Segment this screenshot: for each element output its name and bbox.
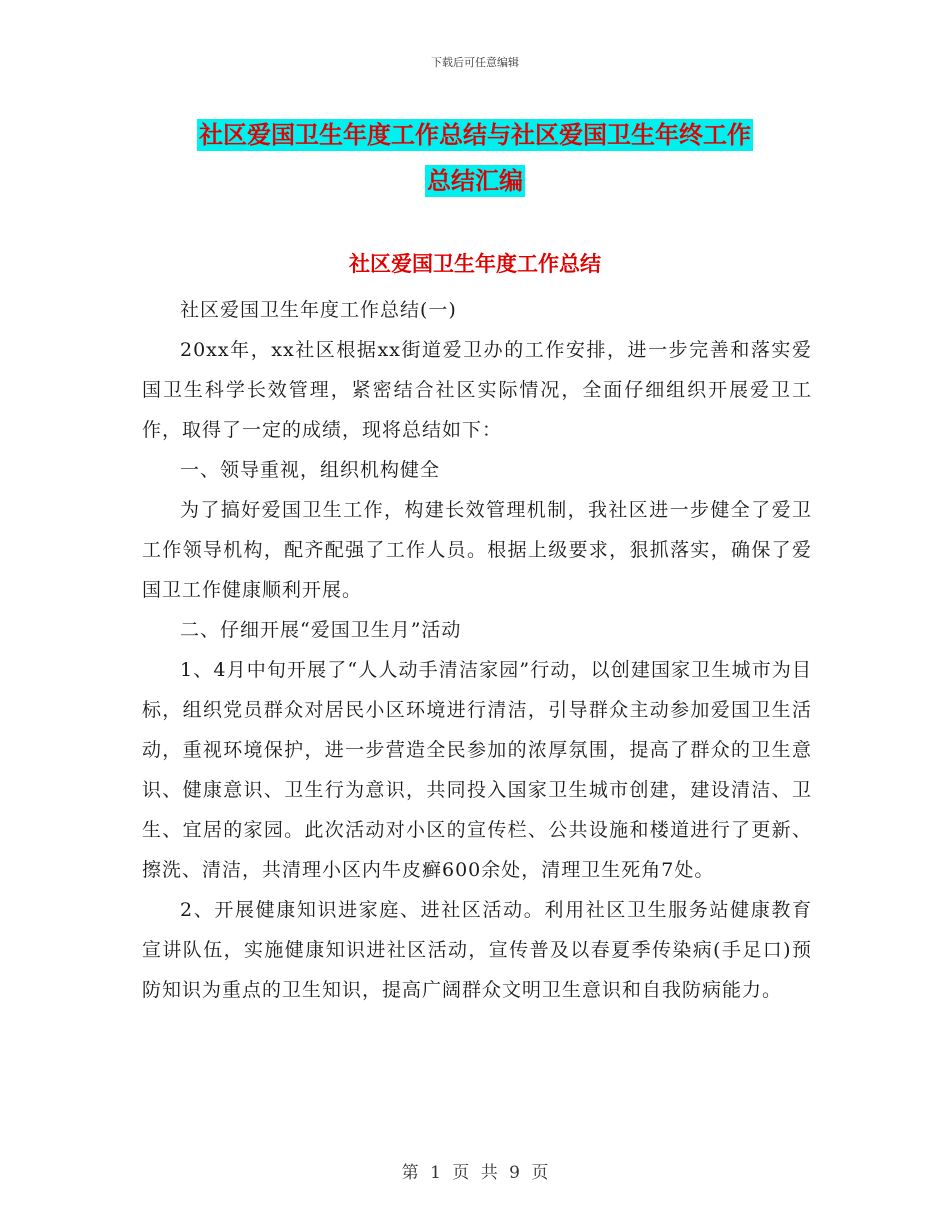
document-title-line-1: 社区爱国卫生年度工作总结与社区爱国卫生年终工作 <box>199 121 751 149</box>
paragraph-intro: 20xx年，xx社区根据xx街道爱卫办的工作安排，进一步完善和落实爱国卫生科学长效管理，紧密结合社区实际情况，全面仔细组织开展爱卫工作，取得了一定的成绩，现将总结如下： <box>142 339 812 441</box>
paragraph-activity-1: 1、4月中旬开展了“人人动手清洁家园”行动，以创建国家卫生城市为目标，组织党员群众对居民小区环境进行清洁，引导群众主动参加爱国卫生活动，重视环境保护，进一步营造全民参加的浓厚氛围，提高了群众的卫生意识、健康意识、卫生行为意识，共同投入国家卫生城市创建，建设清洁、卫生、宜居的家园。此次活动对小区的宣传栏、公共设施和楼道进行了更新、擦洗、清洁，共清理小区内牛皮癣600余处，清理卫生死角7处。 <box>142 659 812 881</box>
document-title-line-2: 总结汇编 <box>427 167 523 195</box>
paragraph-activity-2: 2、开展健康知识进家庭、进社区活动。利用社区卫生服务站健康教育宣讲队伍，实施健康知识进社区活动，宣传普及以春夏季传染病(手足口)预防知识为重点的卫生知识，提高广阔群众文明卫生意识和自我防病能力。 <box>142 899 812 1001</box>
document-title <box>140 112 810 204</box>
paragraph-subtitle: 社区爱国卫生年度工作总结(一) <box>180 299 457 321</box>
paragraph-heading-2: 二、仔细开展“爱国卫生月”活动 <box>180 619 462 641</box>
section-title: 社区爱国卫生年度工作总结 <box>349 252 601 276</box>
document-body <box>142 290 812 1010</box>
page-number: 第 1 页 共 9 页 <box>401 1163 549 1183</box>
header-note: 下载后可任意编辑 <box>431 56 519 69</box>
paragraph-leadership: 为了搞好爱国卫生工作，构建长效管理机制，我社区进一步健全了爱卫工作领导机构，配齐配强了工作人员。根据上级要求，狠抓落实，确保了爱国卫工作健康顺利开展。 <box>142 499 812 601</box>
paragraph-heading-1: 一、领导重视，组织机构健全 <box>180 459 441 481</box>
